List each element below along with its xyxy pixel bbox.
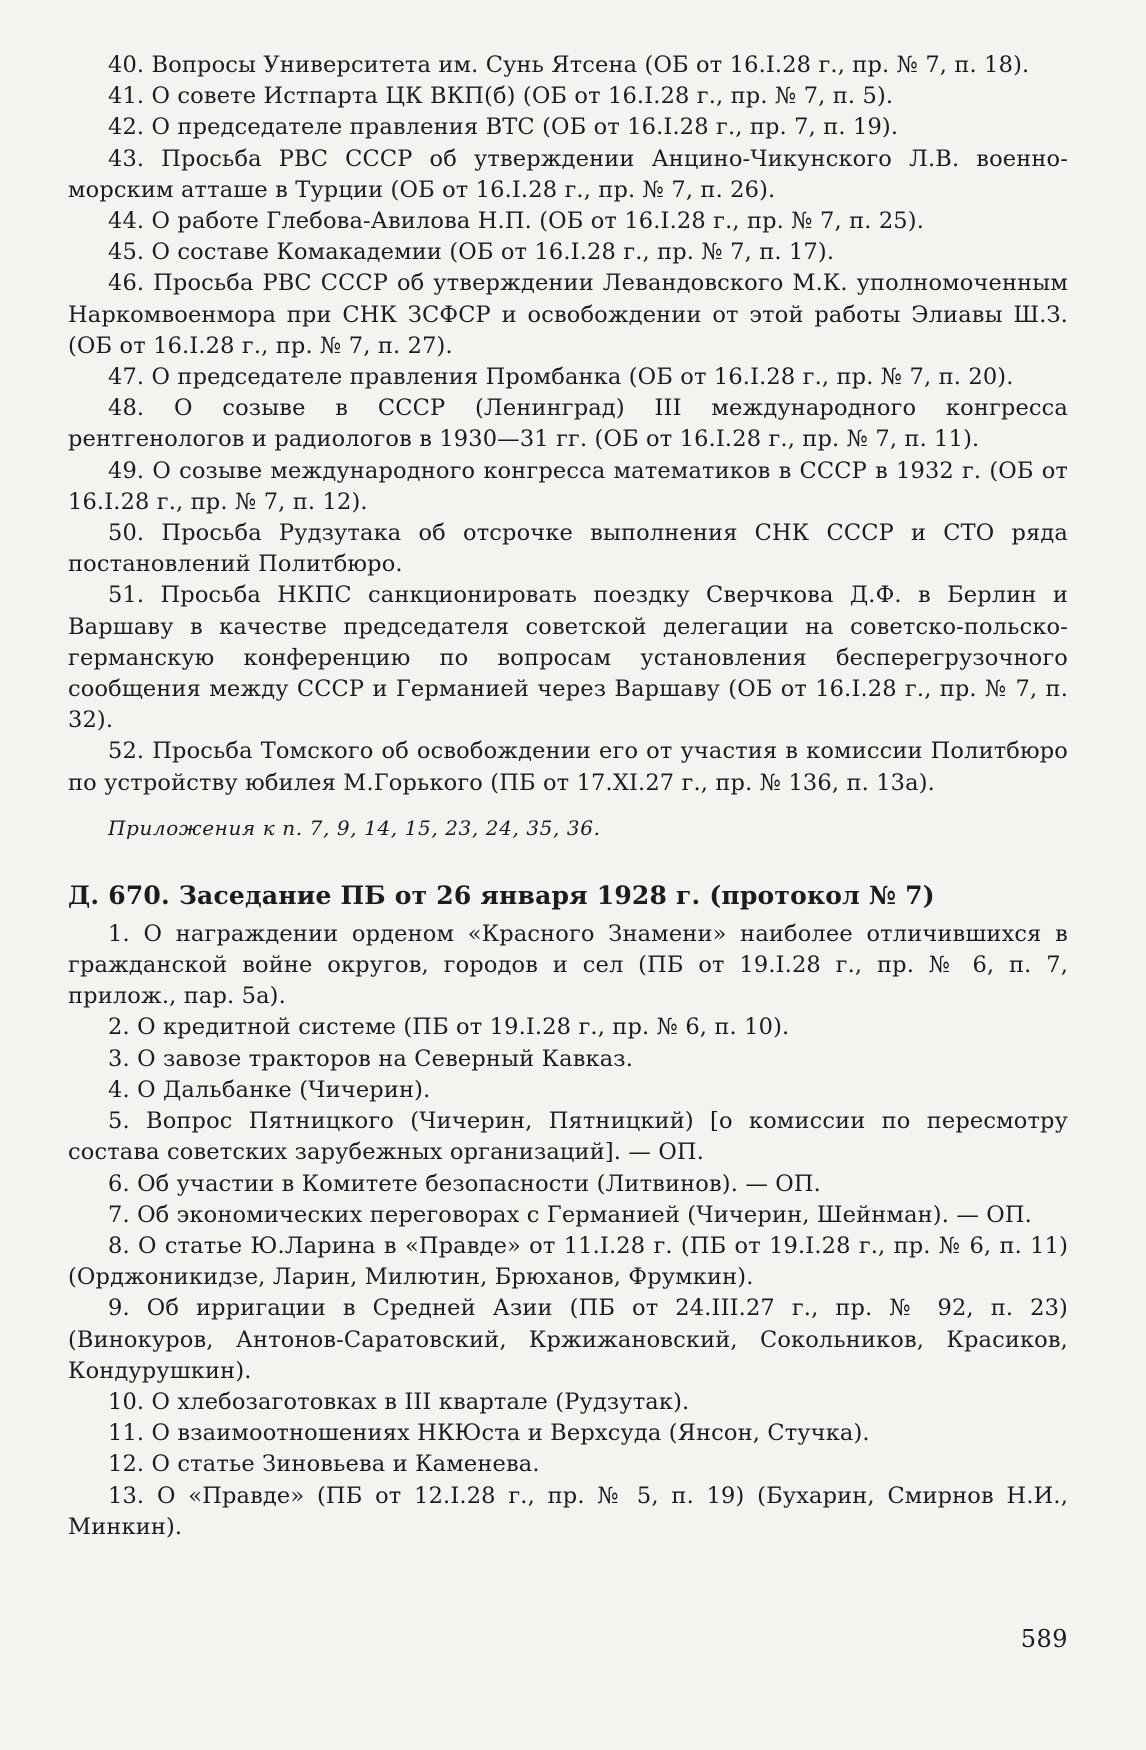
list-item: 4. О Дальбанке (Чичерин).: [108, 1076, 431, 1103]
list-item: 46. Просьба РВС СССР об утверждении Левандовского М.К. уполномоченным Наркомвоенмора при СНК ЗСФСР и освобождении от этой работы Элиавы Ш.З. (ОБ от 16.I.28 г., пр. № 7, п. 27).: [68, 270, 1068, 359]
list-item: 40. Вопросы Университета им. Сунь Ятсена (ОБ от 16.I.28 г., пр. № 7, п. 18).: [108, 52, 1030, 78]
list-item: 13. О «Правде» (ПБ от 12.I.28 г., пр. № 5, п. 19) (Бухарин, Смирнов Н.И., Минкин).: [68, 1482, 1068, 1540]
section-heading: Д. 670. Заседание ПБ от 26 января 1928 г. (протокол № 7): [68, 880, 935, 910]
list-item: 2. О кредитной системе (ПБ от 19.I.28 г., пр. № 6, п. 10).: [108, 1014, 790, 1041]
items-section-list: [68, 919, 1068, 1543]
list-item: 7. Об экономических переговорах с Германией (Чичерин, Шейнман). — ОП.: [108, 1201, 1032, 1228]
appendix-note: Приложения к п. 7, 9, 14, 15, 23, 24, 35, 36.: [108, 815, 601, 840]
list-item: 3. О завозе тракторов на Северный Кавказ.: [108, 1045, 634, 1072]
list-item: 48. О созыве в СССР (Ленинград) III международного конгресса рентгенологов и радиологов в 1930—31 гг. (ОБ от 16.I.28 г., пр. № 7, п. 11).: [68, 395, 1068, 453]
list-item: 42. О председателе правления ВТС (ОБ от 16.I.28 г., пр. 7, п. 19).: [108, 114, 899, 141]
list-item: 52. Просьба Томского об освобождении его от участия в комиссии Политбюро по устройству юбилея М.Горького (ПБ от 17.XI.27 г., пр. № 136, п. 13а).: [68, 738, 1068, 796]
list-item: 11. О взаимоотношениях НКЮста и Верхсуда (Янсон, Стучка).: [108, 1420, 870, 1447]
page-number: 589: [1020, 1625, 1068, 1653]
list-item: 49. О созыве международного конгресса математиков в СССР в 1932 г. (ОБ от 16.I.28 г., пр. № 7, п. 12).: [68, 457, 1068, 515]
list-item: 5. Вопрос Пятницкого (Чичерин, Пятницкий) [о комиссии по пересмотру состава советских зарубежных организаций]. — ОП.: [68, 1108, 1068, 1166]
items-top-list: [68, 50, 1068, 799]
list-item: 6. Об участии в Комитете безопасности (Литвинов). — ОП.: [108, 1170, 821, 1197]
list-item: 50. Просьба Рудзутака об отсрочке выполнения СНК СССР и СТО ряда постановлений Политбюро.: [68, 520, 1068, 578]
list-item: 10. О хлебозаготовках в III квартале (Рудзутак).: [108, 1388, 690, 1415]
list-item: 44. О работе Глебова-Авилова Н.П. (ОБ от 16.I.28 г., пр. № 7, п. 25).: [108, 208, 924, 235]
list-item: 12. О статье Зиновьева и Каменева.: [108, 1451, 540, 1478]
list-item: 45. О составе Комакадемии (ОБ от 16.I.28 г., пр. № 7, п. 17).: [108, 239, 835, 266]
list-item: 47. О председателе правления Промбанка (ОБ от 16.I.28 г., пр. № 7, п. 20).: [108, 364, 1014, 391]
list-item: 8. О статье Ю.Ларина в «Правде» от 11.I.28 г. (ПБ от 19.I.28 г., пр. № 6, п. 11) (Орджоникидзе, Ларин, Милютин, Брюханов, Фрумкин).: [68, 1232, 1068, 1291]
list-item: 43. Просьба РВС СССР об утверждении Анцино-Чикунского Л.В. военно-морским атташе в Турции (ОБ от 16.I.28 г., пр. № 7, п. 26).: [68, 145, 1068, 203]
list-item: 9. Об ирригации в Средней Азии (ПБ от 24.III.27 г., пр. № 92, п. 23) (Винокуров, Антонов-Саратовский, Кржижановский, Сокольников, Красиков, Кондурушкин).: [68, 1295, 1068, 1384]
list-item: 51. Просьба НКПС санкционировать поездку Сверчкова Д.Ф. в Берлин и Варшаву в качестве председателя советской делегации на советско-польско-германскую конференцию по вопросам установления бесперегрузочного сообщения между СССР и Германией через Варшаву (ОБ от 16.I.28 г., пр. № 7, п. 32).: [68, 582, 1068, 734]
list-item: 41. О совете Истпарта ЦК ВКП(б) (ОБ от 16.I.28 г., пр. № 7, п. 5).: [108, 83, 894, 110]
list-item: 1. О награждении орденом «Красного Знамени» наиболее отличившихся в гражданской войне округов, городов и сел (ПБ от 19.I.28 г., пр. № 6, п. 7, прилож., пар. 5а).: [68, 920, 1068, 1010]
